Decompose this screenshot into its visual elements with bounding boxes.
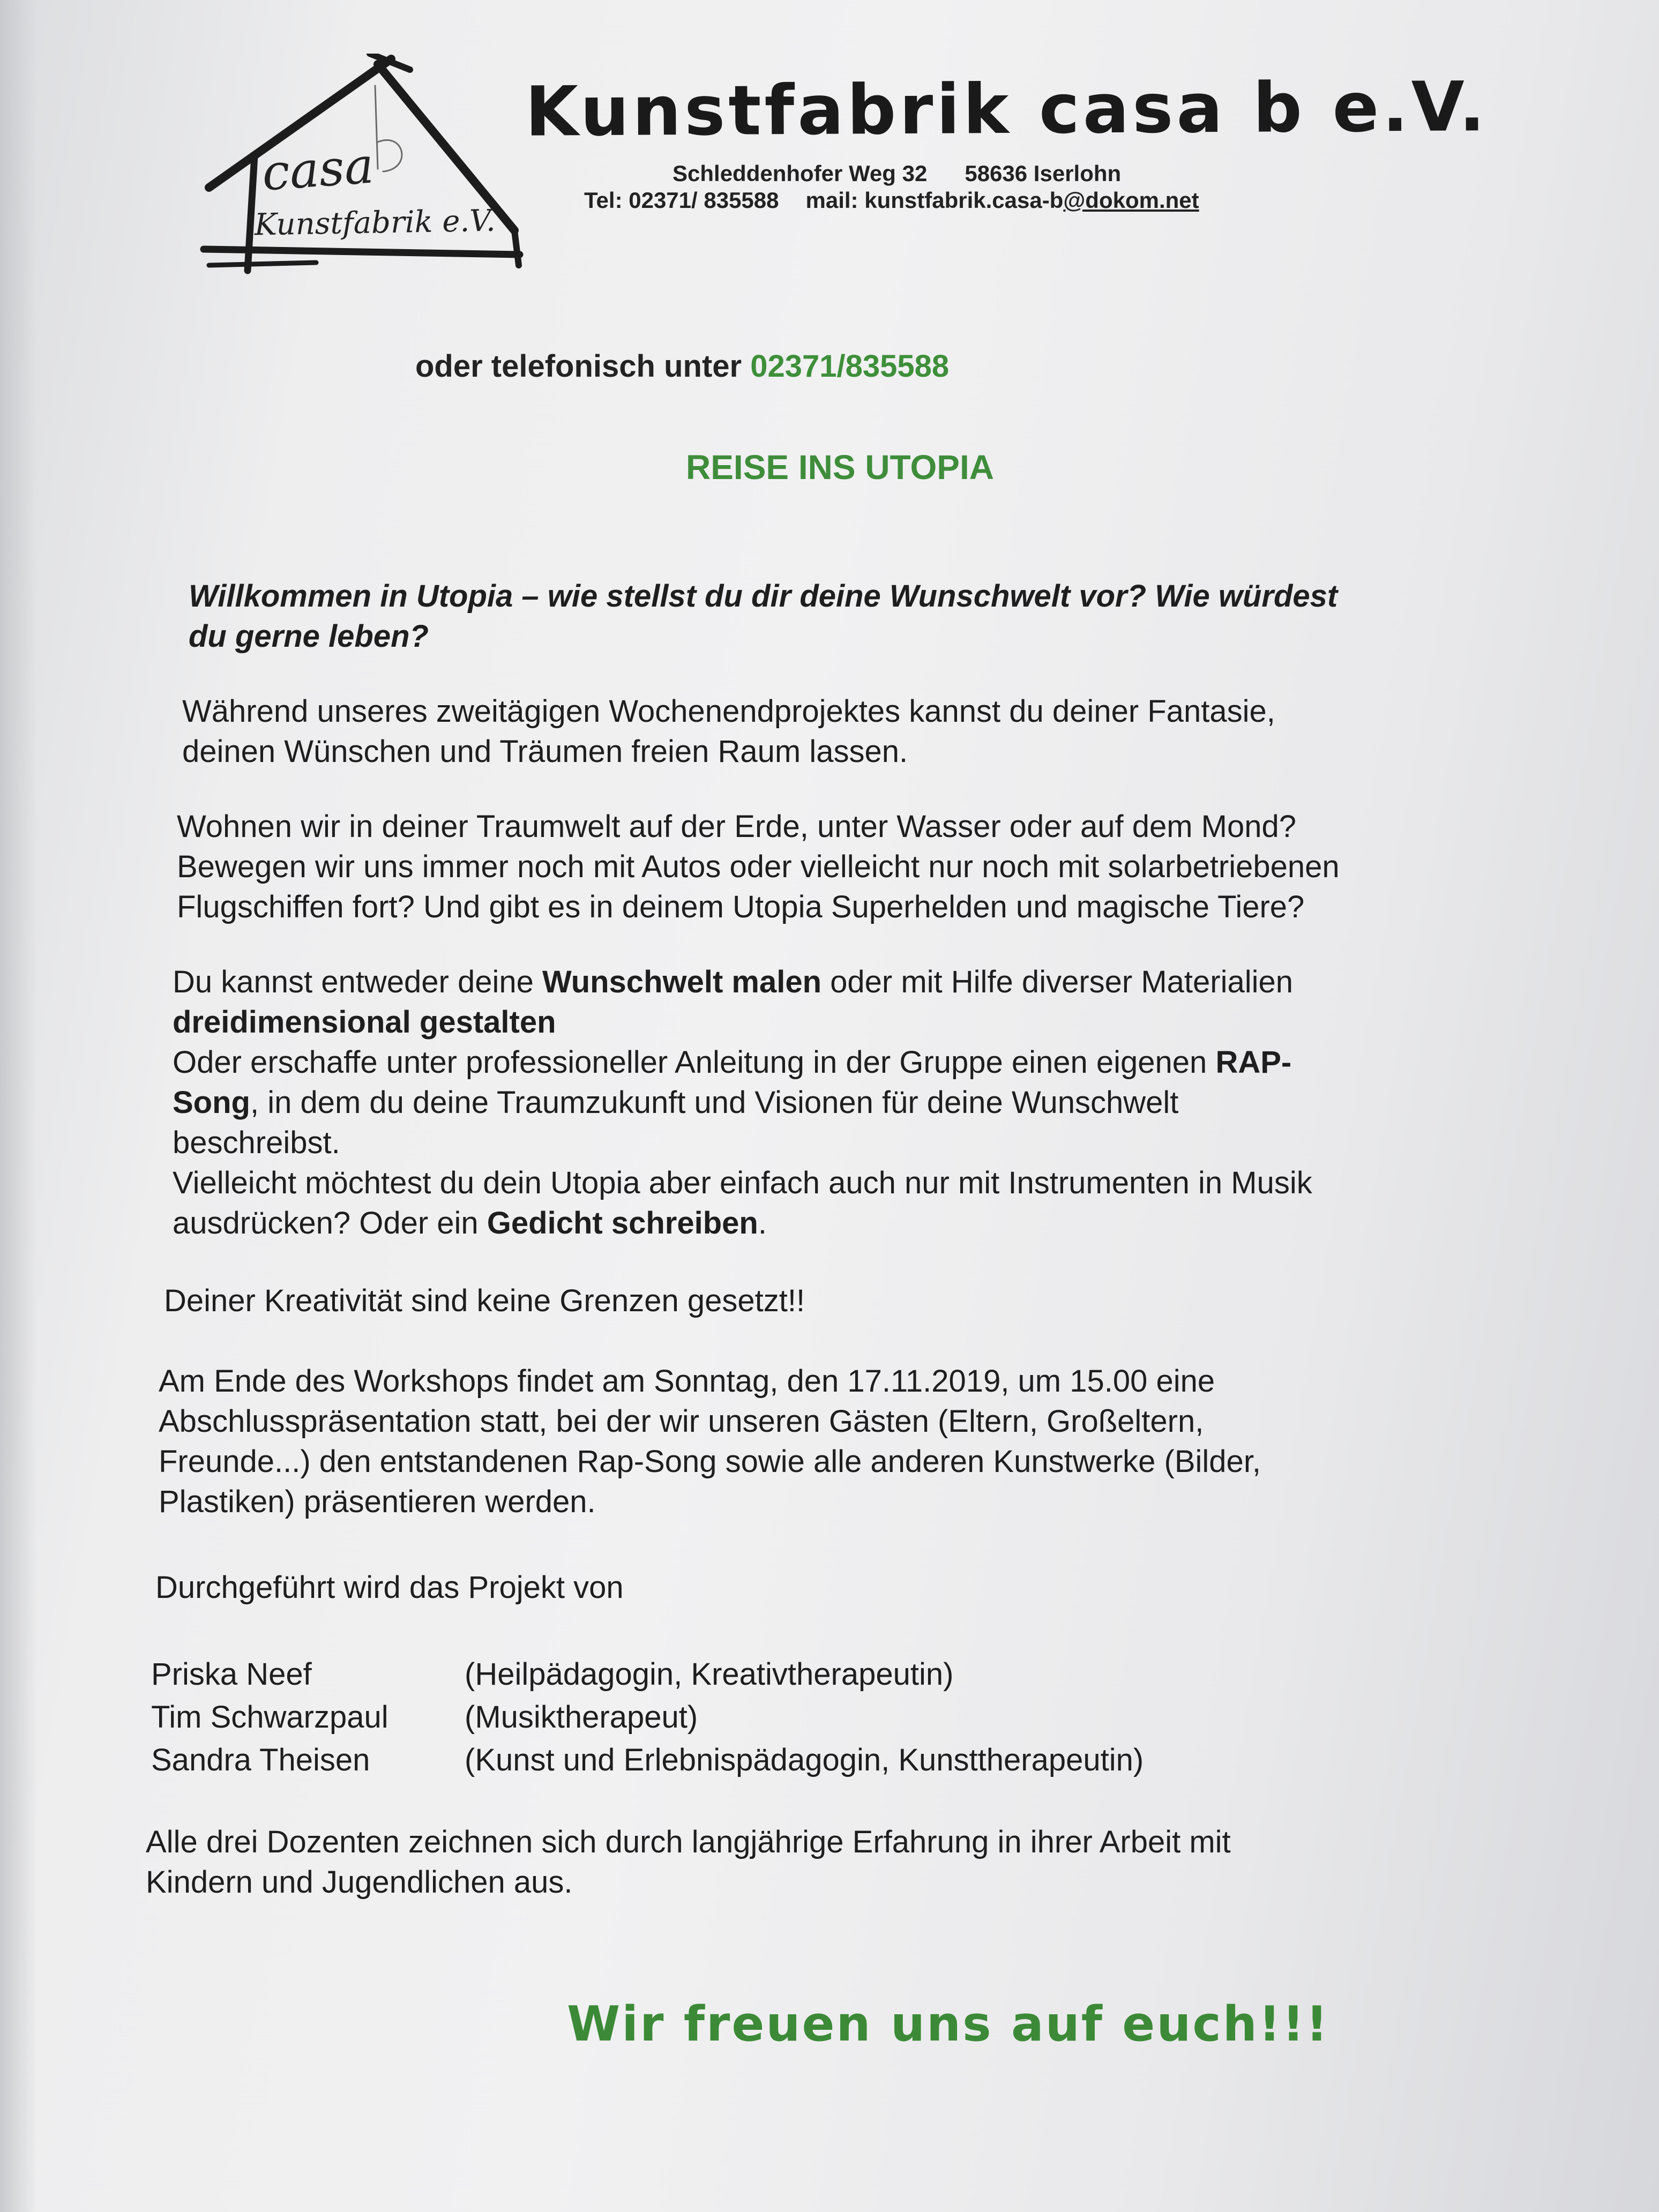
paragraph-line: beschreibst. xyxy=(173,1125,340,1160)
org-street: Schleddenhofer Weg 32 xyxy=(672,161,928,186)
paragraph-line: Am Ende des Workshops findet am Sonntag, den 17.11.2019, um 15.00 eine xyxy=(159,1364,1215,1399)
intro-line: Willkommen in Utopia – wie stellst du dir deine Wunschwelt vor? Wie würdest xyxy=(189,579,1338,614)
paragraph-line: Oder erschaffe unter professioneller Anleitung in der Gruppe einen eigenen RAP- xyxy=(173,1045,1292,1080)
org-address xyxy=(672,161,1121,186)
phone-line xyxy=(415,348,949,384)
casa-house-logo xyxy=(198,54,530,284)
team-member-name: Priska Neef xyxy=(151,1657,312,1692)
team-member xyxy=(151,1696,1144,1739)
team-member xyxy=(151,1653,1144,1696)
paragraph-line: Abschlusspräsentation statt, bei der wir unseren Gästen (Eltern, Großeltern, xyxy=(159,1404,1204,1439)
org-contact xyxy=(584,188,1199,213)
paragraph-line: Bewegen wir uns immer noch mit Autos oder vielleicht nur noch mit solarbetriebenen xyxy=(177,849,1340,884)
team-member-name: Tim Schwarzpaul xyxy=(151,1700,388,1735)
team-member-name: Sandra Theisen xyxy=(151,1743,370,1777)
paragraph-presentation xyxy=(159,1361,1261,1522)
mail-prefix: mail: kunstfabrik.casa-b xyxy=(805,188,1064,213)
paragraph-line: Plastiken) präsentieren werden. xyxy=(159,1484,596,1519)
paragraph-experience xyxy=(146,1822,1231,1902)
paragraph-line: Kindern und Jugendlichen aus. xyxy=(146,1865,573,1900)
paragraph-line: dreidimensional gestalten xyxy=(173,1005,556,1040)
mail-domain-link[interactable]: @dokom.net xyxy=(1063,188,1199,213)
paragraph-creativity: Deiner Kreativität sind keine Grenzen gesetzt!! xyxy=(164,1283,805,1318)
org-tel: Tel: 02371/ 835588 xyxy=(584,188,779,213)
closing-line: Wir freuen uns auf euch!!! xyxy=(567,1996,1329,2052)
paragraph-line: Freunde...) den entstandenen Rap-Song sowie alle anderen Kunstwerke (Bilder, xyxy=(159,1444,1261,1479)
paragraph-line: Du kannst entweder deine Wunschwelt malen oder mit Hilfe diverser Materialien xyxy=(173,965,1294,999)
paragraph-dream-world xyxy=(177,806,1340,927)
paragraph-weekend-project xyxy=(182,691,1275,772)
team-list xyxy=(151,1653,1144,1782)
intro-line: du gerne leben? xyxy=(189,619,429,654)
paragraph-line: deinen Wünschen und Träumen freien Raum lassen. xyxy=(182,734,908,769)
phone-line-text: oder telefonisch unter xyxy=(415,349,751,384)
team-member xyxy=(151,1739,1144,1782)
paragraph-line: Wohnen wir in deiner Traumwelt auf der Erde, unter Wasser oder auf dem Mond? xyxy=(177,809,1297,844)
phone-number: 02371/835588 xyxy=(750,349,950,384)
org-city: 58636 Iserlohn xyxy=(965,161,1122,186)
logo-text-kunstfabrik: Kunstfabrik e.V. xyxy=(254,203,496,243)
paragraph-activities xyxy=(173,962,1312,1243)
logo-text-casa: casa xyxy=(260,137,376,202)
paragraph-line: Vielleicht möchtest du dein Utopia aber einfach auch nur mit Instrumenten in Musik xyxy=(173,1165,1312,1200)
paragraph-conducted-by: Durchgeführt wird das Projekt von xyxy=(155,1570,624,1605)
paragraph-line: Während unseres zweitägigen Wochenendprojektes kannst du deiner Fantasie, xyxy=(182,694,1275,729)
headline: REISE INS UTOPIA xyxy=(686,448,994,487)
paragraph-line: Alle drei Dozenten zeichnen sich durch langjährige Erfahrung in ihrer Arbeit mit xyxy=(146,1825,1231,1859)
paragraph-line: Flugschiffen fort? Und gibt es in deinem Utopia Superhelden und magische Tiere? xyxy=(177,890,1305,924)
intro-paragraph xyxy=(189,576,1337,656)
org-name: Kunstfabrik casa b e.V. xyxy=(525,67,1489,152)
team-member-role: (Kunst und Erlebnispädagogin, Kunsttherapeutin) xyxy=(465,1743,1144,1777)
paragraph-line: Song, in dem du deine Traumzukunft und Visionen für deine Wunschwelt xyxy=(173,1085,1179,1120)
org-mail xyxy=(806,188,1199,213)
paragraph-line: ausdrücken? Oder ein Gedicht schreiben. xyxy=(173,1206,767,1240)
team-member-role: (Heilpädagogin, Kreativtherapeutin) xyxy=(465,1657,954,1692)
team-member-role: (Musiktherapeut) xyxy=(465,1700,698,1735)
